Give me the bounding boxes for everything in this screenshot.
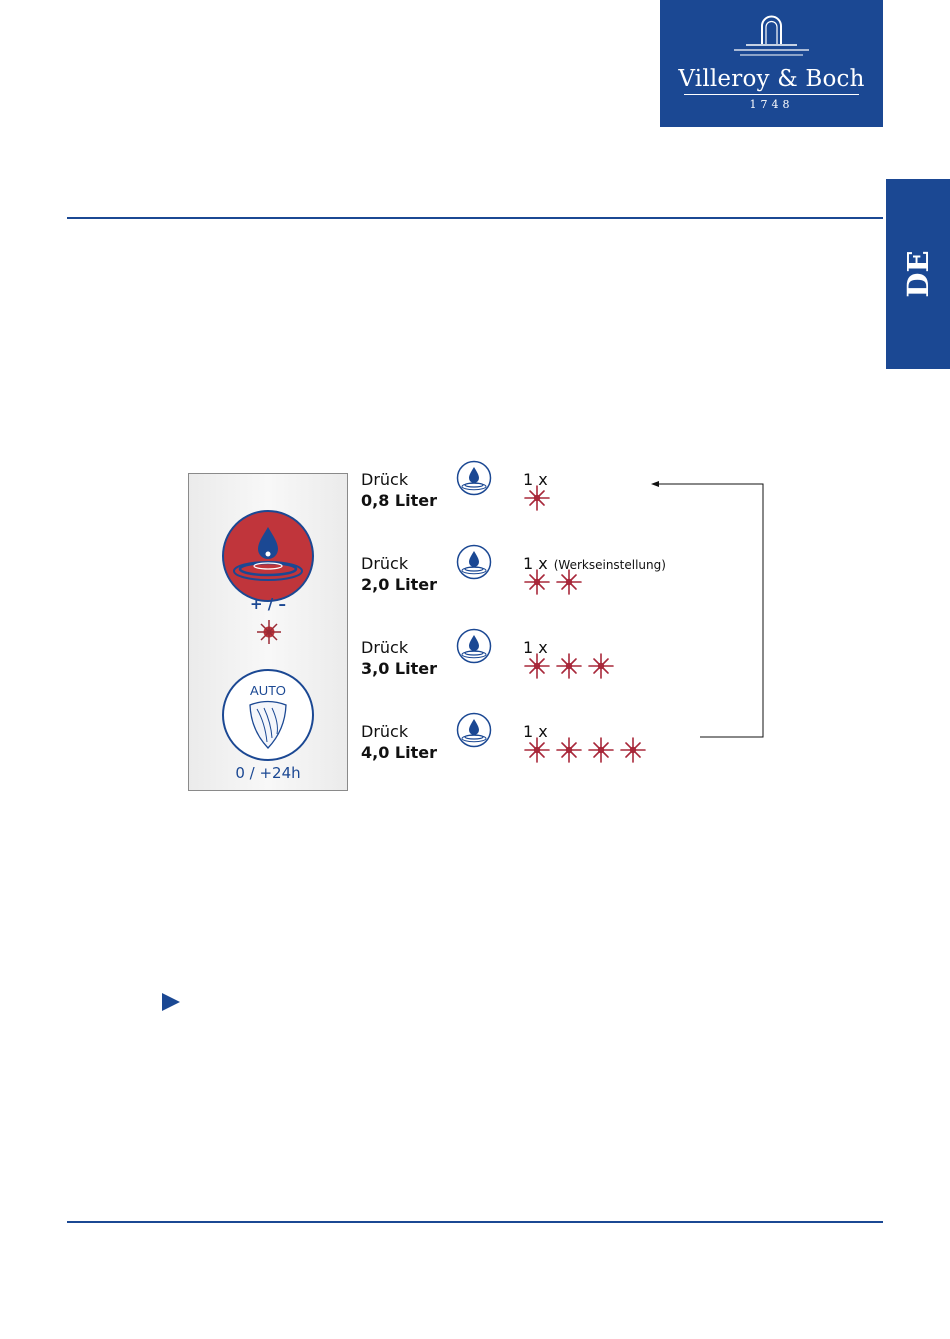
language-label: DE: [901, 250, 935, 298]
step-2-action: Drück: [361, 554, 409, 573]
led-blink-icon: [588, 653, 614, 679]
step-2-count-text: 1 x: [523, 554, 548, 573]
language-tab[interactable]: [886, 179, 950, 369]
step-3-count-text: 1 x: [523, 638, 548, 657]
control-panel: [188, 473, 348, 791]
play-bullet-icon: [162, 993, 180, 1011]
led-blink-icon: [556, 653, 582, 679]
led-blink-icon: [620, 737, 646, 763]
step-2-label: [361, 553, 437, 595]
step-1-label: [361, 469, 437, 511]
header-rule: [67, 217, 883, 219]
factory-setting-note: (Werkseinstellung): [553, 558, 666, 572]
cycle-arrow: [648, 476, 768, 742]
step-3-blinks: [524, 653, 620, 683]
auto-button-label: 0 / +24h: [235, 764, 301, 782]
step-3-action: Drück: [361, 638, 409, 657]
brand-year: 1748: [749, 98, 794, 111]
water-drop-icon: [456, 460, 492, 496]
footer-rule: [67, 1221, 883, 1223]
led-blink-icon: [588, 737, 614, 763]
step-3-volume: 3,0 Liter: [361, 659, 437, 678]
step-2-blinks: [524, 569, 588, 599]
step-1-volume: 0,8 Liter: [361, 491, 437, 510]
brand-name: Villeroy & Boch: [678, 66, 865, 92]
svg-text:AUTO: AUTO: [250, 683, 286, 698]
step-1-blinks: [524, 485, 556, 515]
led-blink-icon: [556, 737, 582, 763]
auto-mode-button: [221, 668, 315, 762]
step-4-count-text: 1 x: [523, 722, 548, 741]
step-4-volume: 4,0 Liter: [361, 743, 437, 762]
led-blink-icon: [256, 619, 282, 645]
led-blink-icon: [556, 569, 582, 595]
water-drop-icon: [456, 544, 492, 580]
step-3-label: [361, 637, 437, 679]
led-blink-icon: [524, 485, 550, 511]
flush-button-label: + / –: [250, 595, 286, 613]
step-2-volume: 2,0 Liter: [361, 575, 437, 594]
led-blink-icon: [524, 653, 550, 679]
brand-logo: [660, 0, 883, 127]
flush-volume-button: [221, 509, 315, 603]
step-4-blinks: [524, 737, 652, 767]
step-1-count-text: 1 x: [523, 470, 548, 489]
brand-underline: [684, 93, 859, 96]
step-1-action: Drück: [361, 470, 409, 489]
fountain-icon: [726, 14, 817, 60]
step-4-label: [361, 721, 437, 763]
water-drop-icon: [456, 712, 492, 748]
led-blink-icon: [524, 569, 550, 595]
step-4-action: Drück: [361, 722, 409, 741]
water-drop-icon: [456, 628, 492, 664]
led-blink-icon: [524, 737, 550, 763]
